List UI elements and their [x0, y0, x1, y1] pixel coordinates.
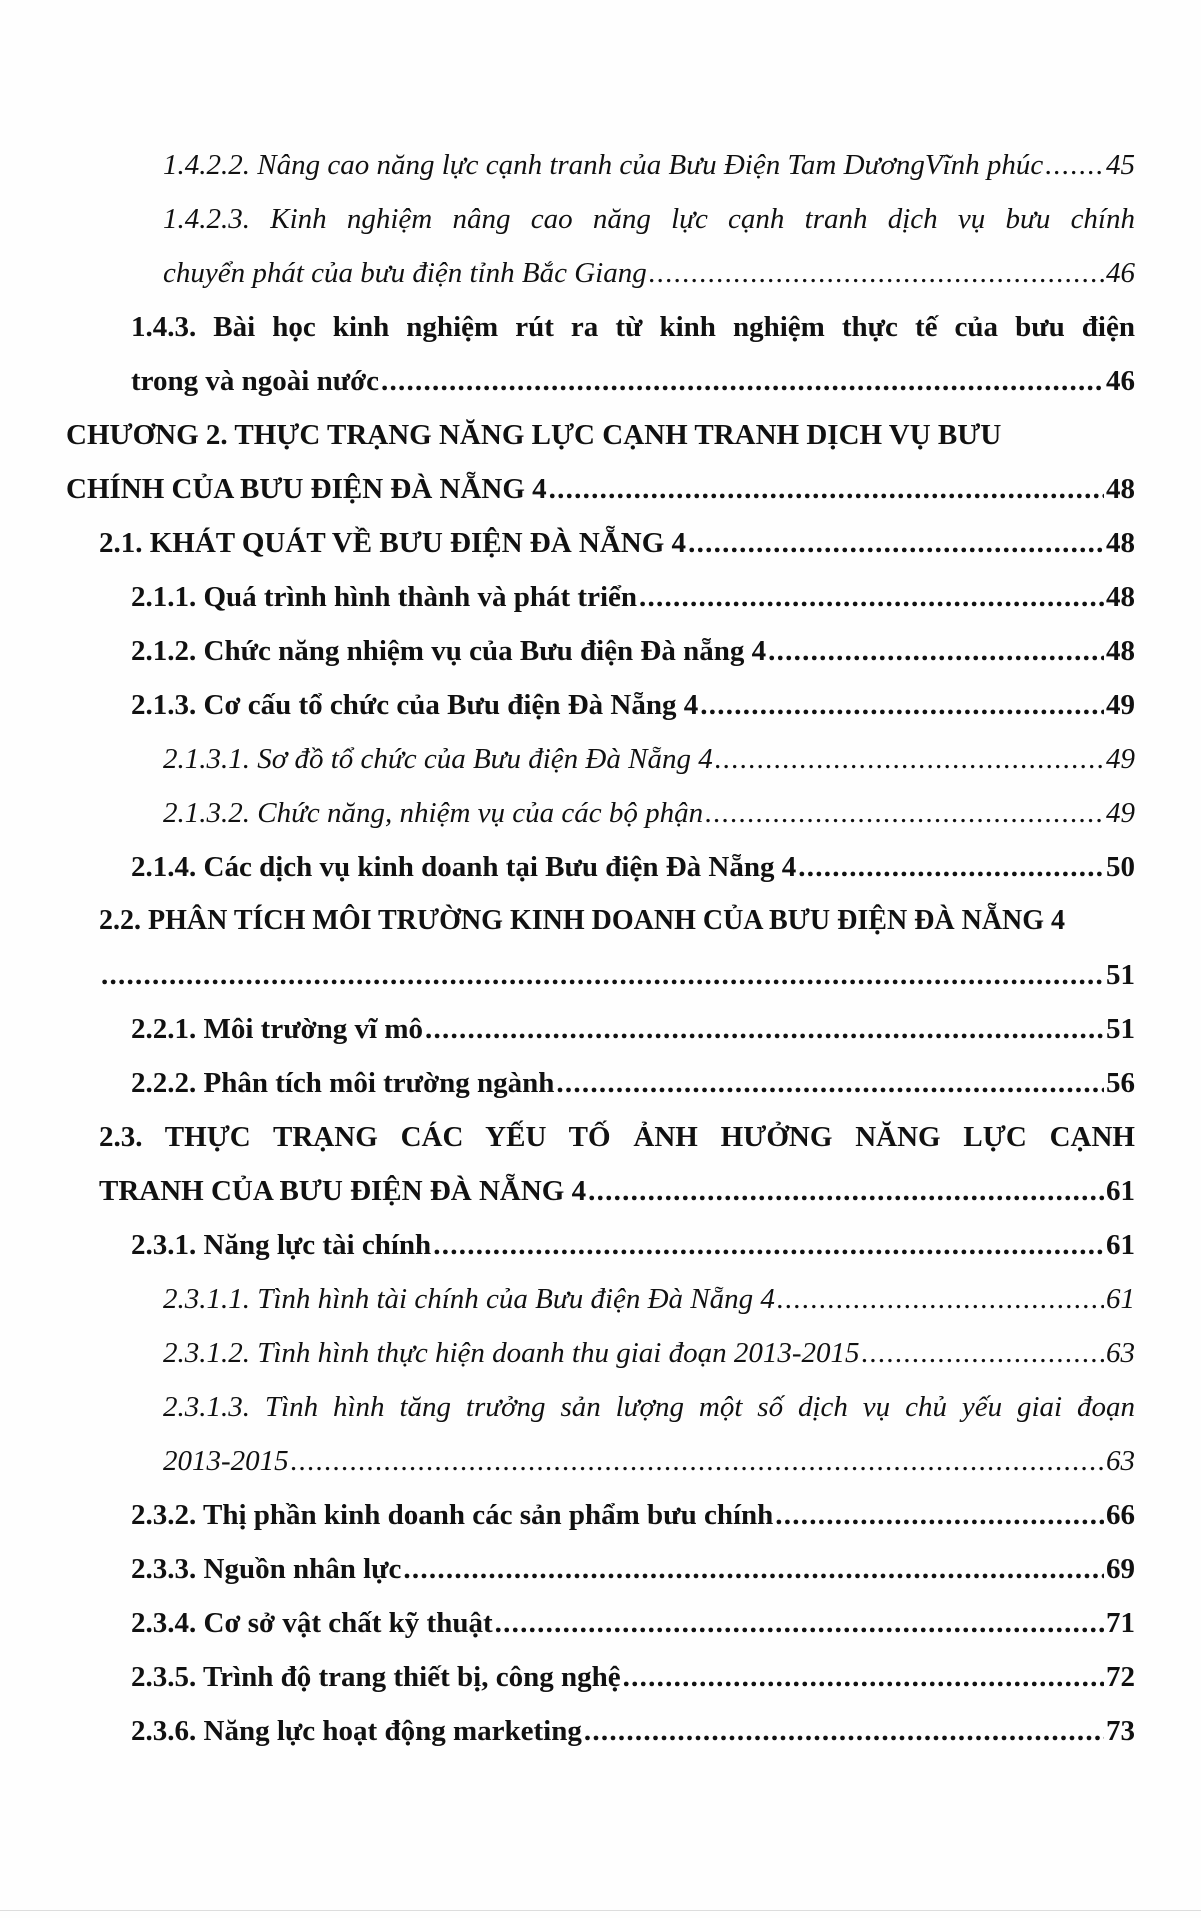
toc-page-number: 71: [1106, 1607, 1135, 1639]
toc-page-number: 50: [1106, 851, 1135, 883]
dot-leader: [101, 948, 1104, 1002]
dot-leader: [775, 1488, 1104, 1542]
toc-page-number: 45: [1106, 149, 1135, 181]
toc-entry-text: 2.3.6. Năng lực hoạt động marketing: [131, 1715, 582, 1747]
dot-leader: [1045, 138, 1104, 192]
toc-page-number: 49: [1106, 743, 1135, 775]
toc-entry-2-3-1-1[interactable]: [163, 1272, 1135, 1326]
dot-leader: [688, 516, 1104, 570]
toc-page-number: 48: [1106, 635, 1135, 667]
toc-entry-2-3-5[interactable]: [131, 1650, 1135, 1704]
dot-leader: [623, 1650, 1104, 1704]
toc-entry-text: 2.2.1. Môi trường vĩ mô: [131, 1013, 424, 1045]
toc-chapter-2-line1[interactable]: CHƯƠNG 2. THỰC TRẠNG NĂNG LỰC CẠNH TRANH DỊCH VỤ BƯU: [66, 419, 1002, 451]
dot-leader: [588, 1164, 1104, 1218]
toc-entry-2-3-6[interactable]: [131, 1704, 1135, 1758]
dot-leader: [381, 354, 1104, 408]
dot-leader: [291, 1434, 1104, 1488]
dot-leader: [649, 246, 1104, 300]
toc-entry-text: 2.3.1.1. Tình hình tài chính của Bưu điện Đà Nẵng 4: [163, 1283, 775, 1315]
toc-entry-2-1-3-1[interactable]: [163, 732, 1135, 786]
toc-entry-2-1[interactable]: [99, 516, 1135, 570]
toc-entry-text: 2.1.4. Các dịch vụ kinh doanh tại Bưu điện Đà Nẵng 4: [131, 851, 797, 883]
toc-entry-2-2-line1[interactable]: 2.2. PHÂN TÍCH MÔI TRƯỜNG KINH DOANH CỦA BƯU ĐIỆN ĐÀ NẴNG 4: [99, 905, 1066, 936]
toc-entry-text: 2.1.3.2. Chức năng, nhiệm vụ của các bộ phận: [163, 797, 704, 829]
dot-leader: [768, 624, 1104, 678]
page-bottom-edge: [0, 1910, 1201, 1911]
dot-leader: [639, 570, 1104, 624]
toc-entry-1-4-2-3-line1[interactable]: 1.4.2.3. Kinh nghiệm nâng cao năng lực cạnh tranh dịch vụ bưu chính: [163, 203, 1135, 235]
toc-page-number: 49: [1106, 689, 1135, 721]
toc-entry-2-1-3-2[interactable]: [163, 786, 1135, 840]
toc-page-number: 49: [1106, 797, 1135, 829]
dot-leader: [403, 1542, 1104, 1596]
toc-entry-text: 1.4.2.2. Nâng cao năng lực cạnh tranh của Bưu Điện Tam DươngVĩnh phúc: [163, 149, 1044, 181]
toc-entry-text: TRANH CỦA BƯU ĐIỆN ĐÀ NẴNG 4: [99, 1175, 587, 1207]
toc-entry-text: 2.3.1. Năng lực tài chính: [131, 1229, 432, 1261]
toc-page-number: 69: [1106, 1553, 1135, 1585]
toc-entry-2-3-1-2[interactable]: [163, 1326, 1135, 1380]
toc-entry-text: 2.3.5. Trình độ trang thiết bị, công nghệ: [131, 1661, 621, 1693]
dot-leader: [798, 840, 1104, 894]
toc-entry-text: 2.1.3.1. Sơ đồ tổ chức của Bưu điện Đà Nẵng 4: [163, 743, 713, 775]
toc-entry-text: chuyển phát của bưu điện tỉnh Bắc Giang: [163, 257, 647, 289]
toc-entry-2-3-1-3[interactable]: [163, 1434, 1135, 1488]
toc-page-number: 48: [1106, 581, 1135, 613]
toc-page-number: 61: [1106, 1229, 1135, 1261]
toc-entry-text: 2.1.2. Chức năng nhiệm vụ của Bưu điện Đà nẵng 4: [131, 635, 767, 667]
toc-entry-2-1-4[interactable]: [131, 840, 1135, 894]
toc-entry-text: 2.1.1. Quá trình hình thành và phát triển: [131, 581, 638, 613]
toc-entry-2-1-3[interactable]: [131, 678, 1135, 732]
toc-entry-2-3-3[interactable]: [131, 1542, 1135, 1596]
toc-page-number: 63: [1106, 1445, 1135, 1477]
toc-entry-1-4-3[interactable]: [131, 354, 1135, 408]
dot-leader: [705, 786, 1104, 840]
dot-leader: [549, 462, 1104, 516]
toc-entry-text: 2013-2015: [163, 1445, 289, 1477]
toc-page-number: 61: [1106, 1175, 1135, 1207]
toc-entry-2-1-2[interactable]: [131, 624, 1135, 678]
toc-page-number: 46: [1106, 365, 1135, 397]
toc-entry-2-2-1[interactable]: [131, 1002, 1135, 1056]
toc-page-number: 63: [1106, 1337, 1135, 1369]
dot-leader: [433, 1218, 1104, 1272]
toc-page-number: 48: [1106, 473, 1135, 505]
toc-page-number: 73: [1106, 1715, 1135, 1747]
toc-entry-text: trong và ngoài nước: [131, 365, 380, 397]
toc-page-number: 51: [1106, 1013, 1135, 1045]
dot-leader: [495, 1596, 1104, 1650]
toc-entry-1-4-2-2[interactable]: [163, 138, 1135, 192]
toc-page-number: 46: [1106, 257, 1135, 289]
toc-entry-2-3-2[interactable]: [131, 1488, 1135, 1542]
toc-entry-1-4-3-line1[interactable]: 1.4.3. Bài học kinh nghiệm rút ra từ kinh nghiệm thực tế của bưu điện: [131, 311, 1135, 343]
toc-entry-2-2-2[interactable]: [131, 1056, 1135, 1110]
toc-chapter-2[interactable]: [66, 462, 1135, 516]
toc-page-number: 48: [1106, 527, 1135, 559]
toc-page-number: 66: [1106, 1499, 1135, 1531]
toc-entry-text: CHÍNH CỦA BƯU ĐIỆN ĐÀ NẴNG 4: [66, 473, 547, 505]
toc-page-number: 51: [1106, 959, 1135, 991]
toc-entry-2-3-line1[interactable]: 2.3. THỰC TRẠNG CÁC YẾU TỐ ẢNH HƯỞNG NĂNG LỰC CẠNH: [99, 1121, 1135, 1153]
toc-entry-2-3-4[interactable]: [131, 1596, 1135, 1650]
toc-entry-text: 2.3.3. Nguồn nhân lực: [131, 1553, 402, 1585]
toc-entry-2-2[interactable]: [99, 948, 1135, 1002]
toc-entry-text: 2.3.2. Thị phần kinh doanh các sản phẩm bưu chính: [131, 1499, 774, 1531]
dot-leader: [715, 732, 1104, 786]
toc-entry-2-3-1-3-line1[interactable]: 2.3.1.3. Tình hình tăng trưởng sản lượng một số dịch vụ chủ yếu giai đoạn: [163, 1391, 1135, 1423]
toc-page-number: 61: [1106, 1283, 1135, 1315]
toc-entry-text: 2.1.3. Cơ cấu tổ chức của Bưu điện Đà Nẵng 4: [131, 689, 699, 721]
dot-leader: [700, 678, 1104, 732]
toc-page-number: 56: [1106, 1067, 1135, 1099]
dot-leader: [584, 1704, 1104, 1758]
toc-entry-text: 2.3.4. Cơ sở vật chất kỹ thuật: [131, 1607, 493, 1639]
toc-page-number: 72: [1106, 1661, 1135, 1693]
toc-entry-text: 2.2.2. Phân tích môi trường ngành: [131, 1067, 555, 1099]
toc-entry-2-3-1[interactable]: [131, 1218, 1135, 1272]
toc-entry-text: 2.1. KHÁT QUÁT VỀ BƯU ĐIỆN ĐÀ NẴNG 4: [99, 527, 687, 559]
dot-leader: [556, 1056, 1104, 1110]
dot-leader: [777, 1272, 1104, 1326]
toc-entry-2-3[interactable]: [99, 1164, 1135, 1218]
dot-leader: [862, 1326, 1105, 1380]
toc-entry-1-4-2-3[interactable]: [163, 246, 1135, 300]
toc-entry-text: 2.3.1.2. Tình hình thực hiện doanh thu giai đoạn 2013-2015: [163, 1337, 860, 1369]
toc-entry-2-1-1[interactable]: [131, 570, 1135, 624]
dot-leader: [425, 1002, 1104, 1056]
